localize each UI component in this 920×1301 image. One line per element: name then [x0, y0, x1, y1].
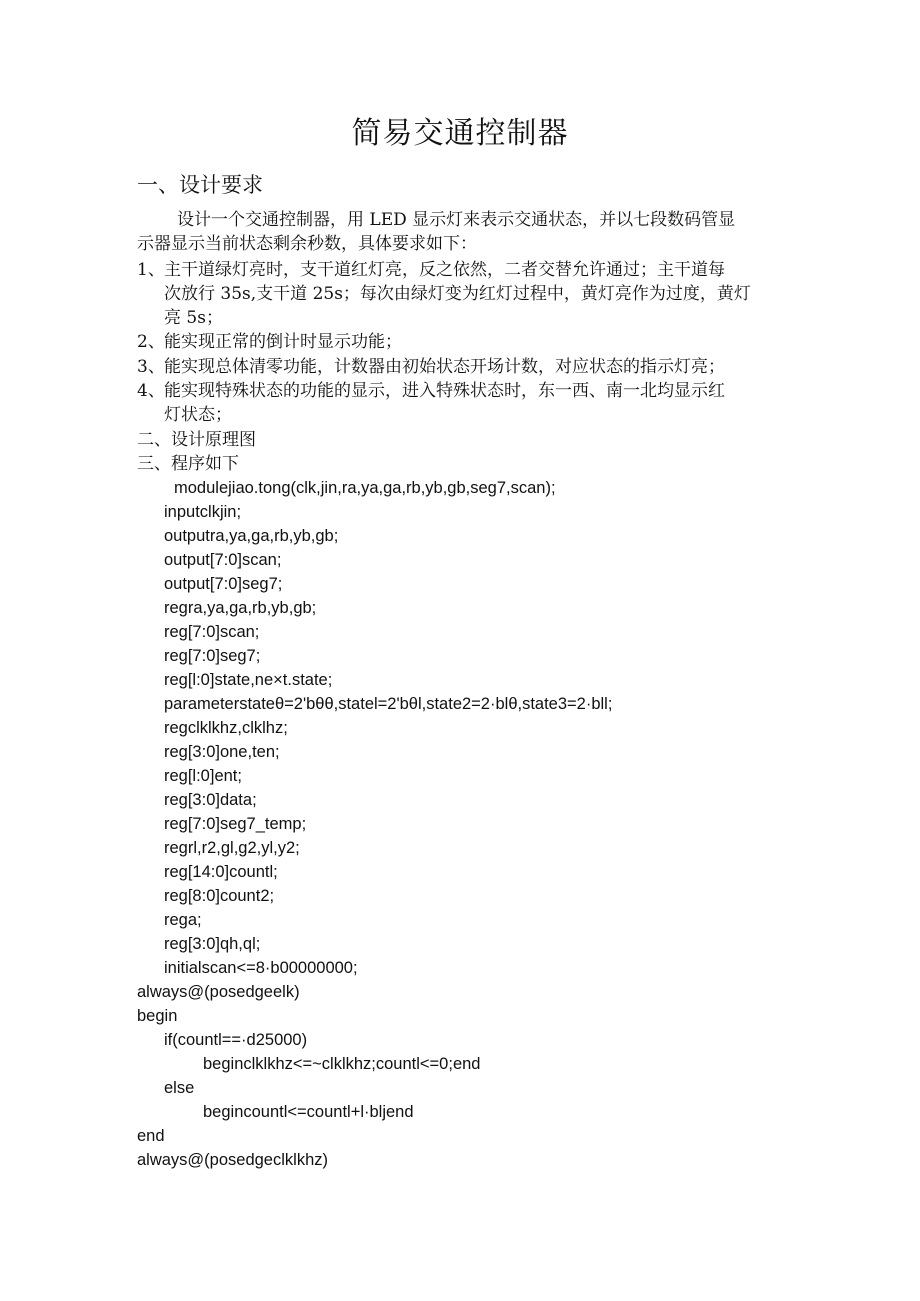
code-line: begincountl<=countl+l·bljend — [203, 1103, 414, 1121]
requirement-number: 2、 — [137, 332, 165, 352]
code-line: end — [137, 1127, 165, 1145]
requirement-item-3 — [137, 355, 787, 379]
code-line: regra,ya,ga,rb,yb,gb; — [164, 599, 317, 617]
section-heading-program: 三、程序如下 — [137, 454, 239, 474]
code-line: modulejiao.tong(clk,jin,ra,ya,ga,rb,yb,gb,seg7,scan); — [174, 479, 556, 497]
section-heading-schematic: 二、设计原理图 — [137, 430, 256, 450]
requirement-number: 3、 — [137, 357, 165, 377]
requirement-text: 亮 5s； — [164, 308, 223, 328]
code-line: reg[14:0]countl; — [164, 863, 278, 881]
code-line: reg[3:0]one,ten; — [164, 743, 280, 761]
intro-line-1: 设计一个交通控制器，用 LED 显示灯来表示交通状态，并以七段数码管显 — [177, 210, 736, 230]
requirement-text: 次放行 35s,支干道 25s；每次由绿灯变为红灯过程中，黄灯亮作为过度，黄灯 — [164, 284, 751, 304]
requirement-text: 主干道绿灯亮时，支干道红灯亮，反之依然，二者交替允许通过；主干道每 — [164, 260, 725, 280]
code-line: initialscan<=8·b00000000; — [164, 959, 358, 977]
code-line: rega; — [164, 911, 202, 929]
code-line: reg[7:0]scan; — [164, 623, 260, 641]
intro-line-2: 示器显示当前状态剩余秒数，具体要求如下： — [137, 234, 477, 254]
requirement-text: 能实现正常的倒计时显示功能； — [164, 332, 402, 352]
code-line: always@(posedgeclklkhz) — [137, 1151, 328, 1169]
code-line: if(countl==·d25000) — [164, 1031, 308, 1049]
code-line: reg[l:0]state,ne×t.state; — [164, 671, 333, 689]
requirement-text: 灯状态； — [164, 405, 232, 425]
code-line: parameterstateθ=2'bθθ,statel=2'bθl,state2=2·blθ,state3=2·bll; — [164, 695, 613, 713]
requirement-item-1 — [137, 258, 787, 330]
requirement-text: 能实现总体清零功能，计数器由初始状态开场计数，对应状态的指示灯亮； — [164, 357, 725, 377]
code-line: output[7:0]seg7; — [164, 575, 283, 593]
requirement-text: 能实现特殊状态的功能的显示，进入特殊状态时，东一西、南一北均显示红 — [164, 381, 725, 401]
document-title: 简易交通控制器 — [351, 116, 569, 151]
code-line: always@(posedgeelk) — [137, 983, 300, 1001]
code-line: regrl,r2,gl,g2,yl,y2; — [164, 839, 300, 857]
requirement-number: 4、 — [137, 381, 165, 401]
section-heading-requirements: 一、设计要求 — [137, 173, 263, 197]
code-line: outputra,ya,ga,rb,yb,gb; — [164, 527, 339, 545]
code-line: reg[7:0]seg7; — [164, 647, 261, 665]
code-line: output[7:0]scan; — [164, 551, 282, 569]
code-line: beginclklkhz<=~clklkhz;countl<=0;end — [203, 1055, 481, 1073]
code-line: reg[3:0]qh,ql; — [164, 935, 261, 953]
code-line: else — [164, 1079, 195, 1097]
requirement-item-4 — [137, 379, 787, 427]
code-line: begin — [137, 1007, 178, 1025]
code-line: reg[l:0]ent; — [164, 767, 242, 785]
requirement-number: 1、 — [137, 260, 165, 280]
code-line: inputclkjin; — [164, 503, 242, 521]
code-line: reg[8:0]count2; — [164, 887, 275, 905]
code-line: reg[3:0]data; — [164, 791, 257, 809]
code-line: regclklkhz,clklhz; — [164, 719, 288, 737]
requirement-item-2 — [137, 330, 787, 354]
code-line: reg[7:0]seg7_temp; — [164, 815, 307, 833]
